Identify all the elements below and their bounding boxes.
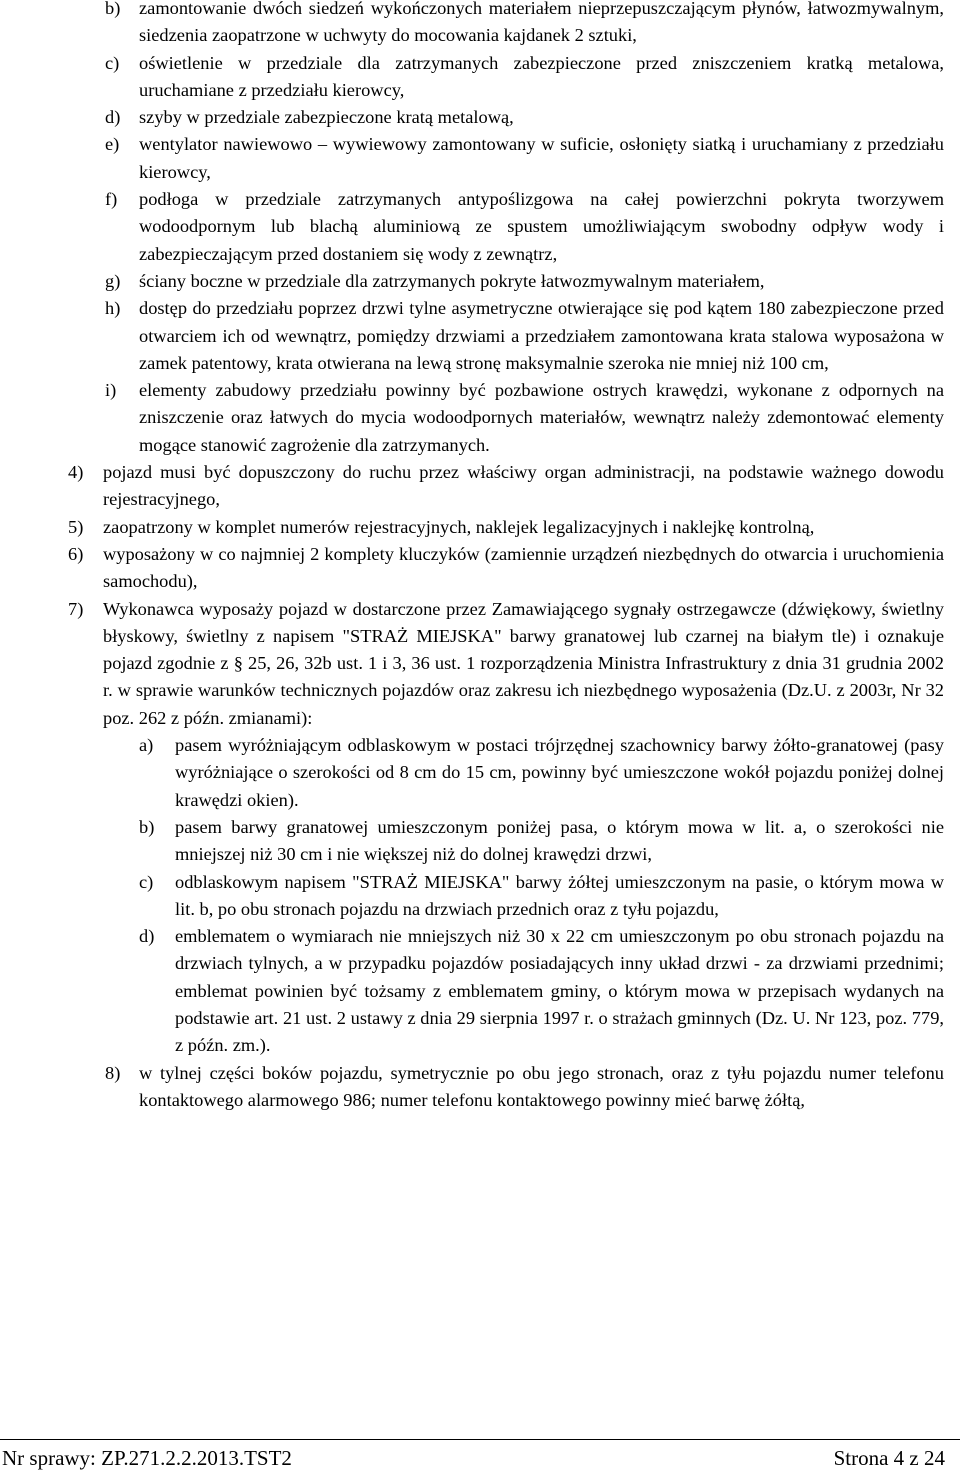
sub-list-item: [0, 923, 960, 1059]
list-item-text: elementy zabudowy przedziału powinny być pozbawione ostrych krawędzi, wykonane z odpornych na zniszczenie oraz łatwych do mycia wodoodpornych materiałów, wewnątrz należy zdemontować elementy mogące stanowić zagrożenie dla zatrzymanych.: [139, 380, 944, 455]
numbered-item: [0, 514, 960, 541]
page-number: Strona 4 z 24: [833, 1446, 945, 1470]
list-marker: 8): [105, 1062, 121, 1083]
list-marker: f): [105, 189, 118, 210]
list-marker: 6): [68, 543, 84, 564]
list-item-text: odblaskowym napisem "STRAŻ MIEJSKA" barwy żółtej umieszczonym na pasie, o którym mowa w lit. b, po obu stronach pojazdu na drzwiach przednich oraz z tyłu pojazdu,: [175, 871, 944, 919]
list-marker: b): [139, 816, 155, 837]
numbered-item: [0, 541, 960, 596]
list-item-text: szyby w przedziale zabezpieczone kratą metalową,: [139, 107, 514, 128]
numbered-item: [0, 596, 960, 732]
list-item: [0, 104, 960, 131]
list-item-text: w tylnej części boków pojazdu, symetrycznie po obu jego stronach, oraz z tyłu pojazdu numer telefonu kontaktowego alarmowego 986; numer telefonu kontaktowego powinny mieć barwę żółtą,: [139, 1062, 944, 1110]
list-item-text: wentylator nawiewowo – wywiewowy zamontowany w suficie, osłonięty siatką i uruchamiany z przedziału kierowcy,: [139, 134, 944, 182]
sub-list-item: [0, 869, 960, 924]
list-item: [0, 50, 960, 105]
list-item-text: ściany boczne w przedziale dla zatrzymanych pokryte łatwozmywalnym materiałem,: [139, 270, 765, 291]
sub-list-item: [0, 732, 960, 814]
list-item: [0, 268, 960, 295]
list-item-text: pasem barwy granatowej umieszczonym poniżej pasa, o którym mowa w lit. a, o szerokości nie mniejszej niż 30 cm i nie większej niż do dolnej krawędzi drzwi,: [175, 816, 944, 865]
page-footer: [0, 1439, 960, 1477]
list-item-text: dostęp do przedziału poprzez drzwi tylne asymetryczne otwierające się pod kątem 180 zabezpieczone przed otwarciem ich od wewnątrz, pomiędzy drzwiami a przedziałem zamontowana krata stalowa wyposażona w zamek patentowy, krata otwierana na lewą stronę maksymalnie szeroka nie mniej niż 100 cm,: [139, 298, 944, 373]
numbered-item: [0, 459, 960, 514]
list-marker: b): [105, 0, 121, 18]
list-item-text: wyposażony w co najmniej 2 komplety kluczyków (zamiennie urządzeń niezbędnych do otwarcia i uruchomienia samochodu),: [103, 543, 944, 592]
list-marker: c): [105, 52, 120, 73]
list-item: [0, 0, 960, 50]
list-marker: g): [105, 270, 121, 291]
list-item: [0, 377, 960, 459]
list-item-text: pojazd musi być dopuszczony do ruchu przez właściwy organ administracji, na podstawie ważnego dowodu rejestracyjnego,: [103, 462, 944, 510]
list-item-text: oświetlenie w przedziale dla zatrzymanych zabezpieczone przed zniszczeniem kratką metalowa, uruchamiane z przedziału kierowcy,: [139, 52, 944, 100]
list-item: [0, 295, 960, 377]
list-item-text: zaopatrzony w komplet numerów rejestracyjnych, naklejek legalizacyjnych i naklejkę kontrolną,: [103, 516, 815, 537]
list-item: [0, 186, 960, 268]
sub-list-item: [0, 814, 960, 869]
list-marker: c): [139, 871, 154, 892]
numbered-item: [0, 1060, 960, 1115]
list-marker: 7): [68, 598, 84, 619]
list-marker: i): [105, 380, 117, 401]
list-marker: h): [105, 298, 121, 319]
list-item: [0, 131, 960, 186]
list-marker: a): [139, 735, 154, 756]
list-item-text: podłoga w przedziale zatrzymanych antypoślizgowa na całej powierzchni pokryta tworzywem wodoodpornym lub blachą aluminiową ze spustem umożliwiającym swobodny odpływ wody i zabezpieczającym przed dostaniem się wody z zewnątrz,: [139, 189, 944, 264]
case-number: Nr sprawy: ZP.271.2.2.2013.TST2: [2, 1446, 292, 1470]
list-item-text: pasem wyróżniającym odblaskowym w postaci trójrzędnej szachownicy barwy żółto-granatowej (pasy wyróżniające o szerokości od 8 cm do 15 cm, powinny być umieszczone wokół pojazdu poniżej dolnej krawędzi okien).: [175, 735, 944, 810]
list-item-text: emblematem o wymiarach nie mniejszych niż 30 x 22 cm umieszczonym po obu stronach pojazdu na drzwiach tylnych, a w przypadku pojazdów posiadających inny układ drzwi - za drzwiami przednimi; emblemat powinien być tożsamy z emblematem gminy, o którym mowa w przepisach wydanych na podstawie art. 21 ust. 2 ustawy z dnia 29 sierpnia 1997 r. o strażach gminnych (Dz. U. Nr 123, poz. 779, z późn. zm.).: [175, 926, 944, 1056]
list-item-text: zamontowanie dwóch siedzeń wykończonych materiałem nieprzepuszczającym płynów, łatwozmywalnym, siedzenia zaopatrzone w uchwyty do mocowania kajdanek 2 sztuki,: [139, 0, 944, 46]
list-item-text: Wykonawca wyposaży pojazd w dostarczone przez Zamawiającego sygnały ostrzegawcze (dźwiękowy, świetlny błyskowy, świetlny z napisem "STRAŻ MIEJSKA" barwy granatowej lub czarnej na białym tle) i oznakuje pojazd zgodnie z § 25, 26, 32b ust. 1 i 3, 36 ust. 1 rozporządzenia Ministra Infrastruktury z dnia 31 grudnia 2002 r. w sprawie warunków technicznych pojazdów oraz zakresu ich niezbędnego wyposażenia (Dz.U. z 2003r, Nr 32 poz. 262 z późn. zmianami):: [103, 598, 944, 728]
list-marker: 5): [68, 516, 84, 537]
list-marker: d): [139, 926, 155, 947]
list-marker: 4): [68, 462, 84, 483]
list-marker: d): [105, 107, 121, 128]
list-marker: e): [105, 134, 120, 155]
